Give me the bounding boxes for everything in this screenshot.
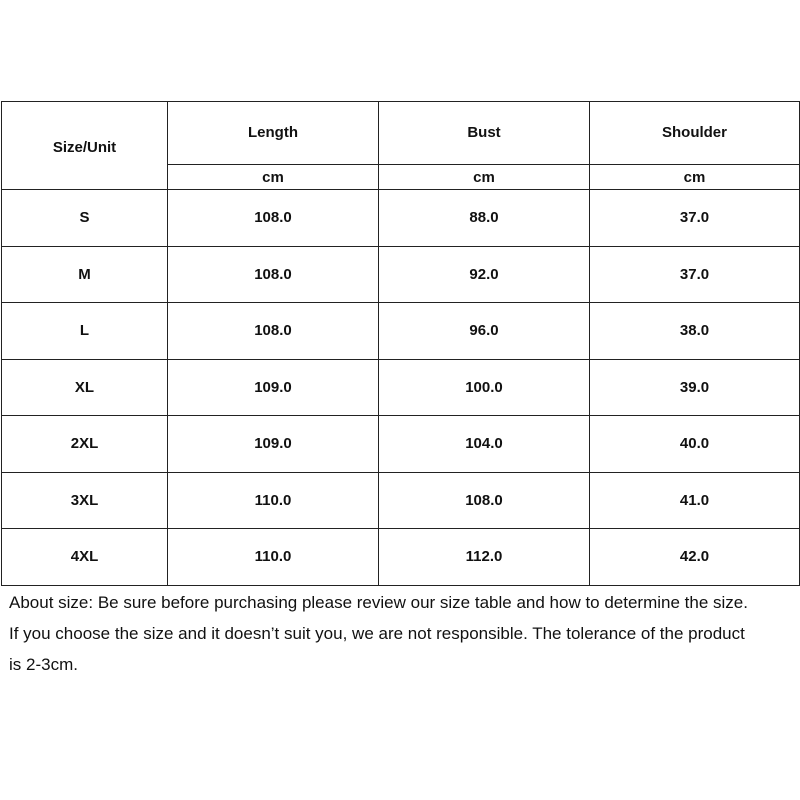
bust-value: 88.0 [379, 190, 590, 247]
bust-value: 108.0 [379, 472, 590, 529]
shoulder-value: 40.0 [590, 416, 800, 473]
shoulder-value: 38.0 [590, 303, 800, 360]
bust-value: 92.0 [379, 246, 590, 303]
size-label: 3XL [2, 472, 168, 529]
note-line: About size: Be sure before purchasing please review our size table and how to determine the size. [9, 593, 748, 612]
size-label: 2XL [2, 416, 168, 473]
table-row [2, 303, 800, 360]
table-row [2, 529, 800, 586]
shoulder-value: 41.0 [590, 472, 800, 529]
length-value: 109.0 [168, 416, 379, 473]
size-chart-table [1, 101, 800, 586]
bust-value: 104.0 [379, 416, 590, 473]
column-header-shoulder: Shoulder [590, 102, 800, 165]
size-label: 4XL [2, 529, 168, 586]
unit-bust: cm [379, 165, 590, 190]
shoulder-value: 42.0 [590, 529, 800, 586]
size-label: S [2, 190, 168, 247]
unit-length: cm [168, 165, 379, 190]
size-unit-header: Size/Unit [2, 102, 168, 190]
column-header-length: Length [168, 102, 379, 165]
shoulder-value: 37.0 [590, 246, 800, 303]
shoulder-value: 37.0 [590, 190, 800, 247]
length-value: 108.0 [168, 246, 379, 303]
header-row [2, 102, 800, 165]
bust-value: 112.0 [379, 529, 590, 586]
unit-shoulder: cm [590, 165, 800, 190]
size-label: XL [2, 359, 168, 416]
note-line: If you choose the size and it doesn’t suit you, we are not responsible. The tolerance of the product [9, 624, 745, 643]
bust-value: 100.0 [379, 359, 590, 416]
table-row [2, 416, 800, 473]
length-value: 110.0 [168, 529, 379, 586]
note-line: is 2-3cm. [9, 655, 78, 674]
size-label: L [2, 303, 168, 360]
bust-value: 96.0 [379, 303, 590, 360]
length-value: 109.0 [168, 359, 379, 416]
length-value: 110.0 [168, 472, 379, 529]
length-value: 108.0 [168, 303, 379, 360]
size-note [9, 587, 797, 680]
table-row [2, 246, 800, 303]
length-value: 108.0 [168, 190, 379, 247]
table-row [2, 472, 800, 529]
size-label: M [2, 246, 168, 303]
table-row [2, 190, 800, 247]
column-header-bust: Bust [379, 102, 590, 165]
table-row [2, 359, 800, 416]
shoulder-value: 39.0 [590, 359, 800, 416]
